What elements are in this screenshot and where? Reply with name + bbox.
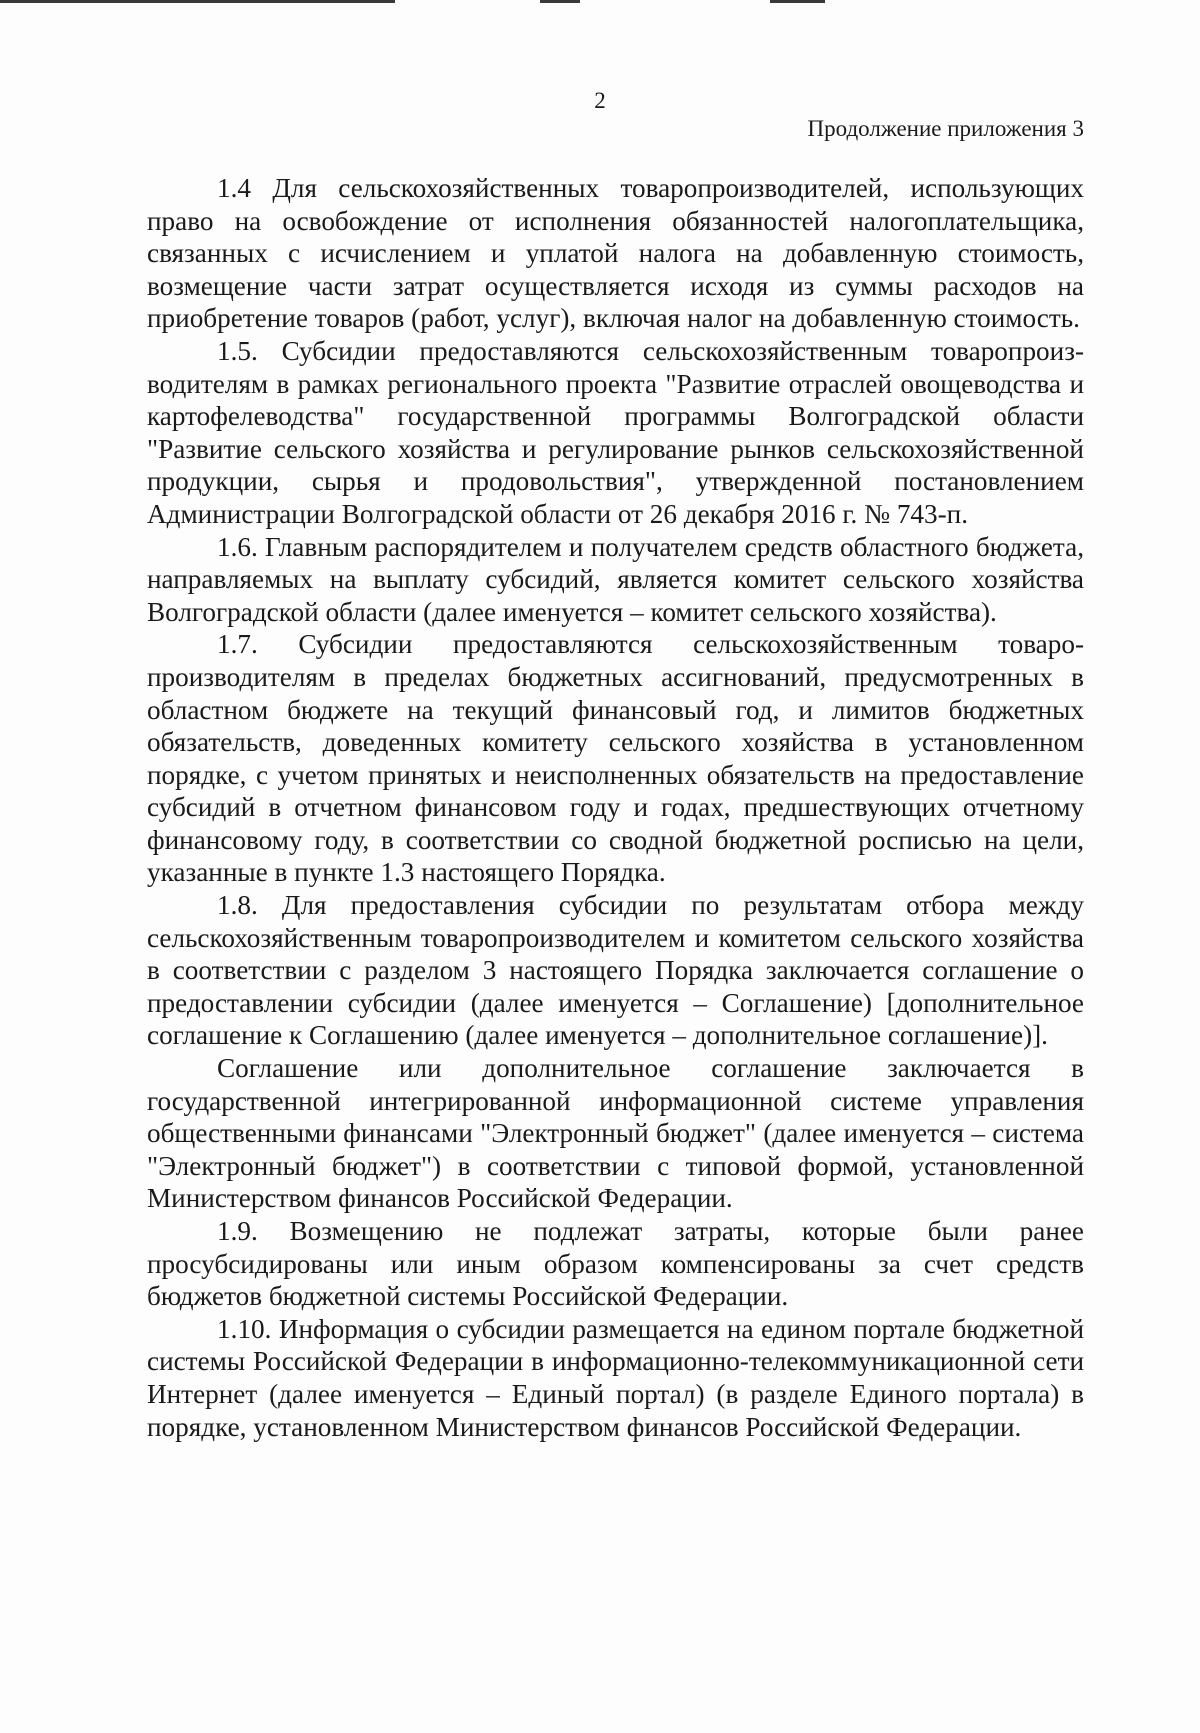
paragraph-1-9: 1.9. Возмещению не подлежат затраты, которые были ранее просубсидированы или иным образом компенсированы за счет средств бюджетов бюджетной системы Российской Федерации. <box>147 1216 1084 1312</box>
paragraph-1-7: 1.7. Субсидии предоставляются сельскохозяйственным товаропроизводителям в пределах бюджетных ассигнований, предусмотренных в областном бюджете на текущий финансовый год, и лимитов бюджетных обязательств, доведенных комитету сельского хозяйства в установленном порядке, с учетом принятых и неисполненных обязательств на предоставление субсидий в отчетном финансовом году и годах, предшествующих отчетному финансовому году, в соответствии со сводной бюджетной росписью на цели, указанные в пункте 1.3 настоящего Порядка. <box>147 629 1084 888</box>
appendix-continuation-label: Продолжение приложения 3 <box>807 116 1084 141</box>
page-number: 2 <box>594 88 606 113</box>
document-body <box>147 172 1084 1443</box>
scan-edge-marks <box>0 0 1200 6</box>
paragraph-1-10: 1.10. Информация о субсидии размещается на едином портале бюджетной системы Российской Федерации в информационно-телекоммуникационной сети Интернет (далее именуется – Единый портал) (в разделе Единого портала) в порядке, установленном Министерством финансов Российской Федерации. <box>147 1313 1084 1442</box>
paragraph-1-6: 1.6. Главным распорядителем и получателем средств областного бюджета, направляемых на выплату субсидий, является комитет сельского хозяйства Волгоградской области (далее именуется – комитет сельского хозяйства). <box>147 531 1084 627</box>
paragraph-1-5: 1.5. Субсидии предоставляются сельскохозяйственным товаропроизводителям в рамках регионального проекта "Развитие отраслей овощеводства и картофелеводства" государственной программы Волгоградской области "Развитие сельского хозяйства и регулирование рынков сельскохозяйственной продукции, сырья и продовольствия", утвержденной постановлением Администрации Волгоградской области от 26 декабря 2016 г. № 743-п. <box>147 335 1084 529</box>
paragraph-1-4: 1.4 Для сельскохозяйственных товаропроизводителей, использующих право на освобождение от исполнения обязанностей налогоплательщика, связанных с исчислением и уплатой налога на добавленную стоимость, возмещение части затрат осуществляется исходя из суммы расходов на приобретение товаров (работ, услуг), включая налог на добавленную стоимость. <box>147 173 1084 334</box>
paragraph-agreement: Соглашение или дополнительное соглашение заключается в государственной интегрированной информационной системе управления общественными финансами "Электронный бюджет" (далее именуется – система "Электронный бюджет") в соответствии с типовой формой, установленной Министерством финансов Российской Федерации. <box>147 1053 1084 1214</box>
paragraph-1-8: 1.8. Для предоставления субсидии по результатам отбора между сельскохозяйственным товаропроизводителем и комитетом сельского хозяйства в соответствии с разделом 3 настоящего Порядка заключается соглашение о предоставлении субсидии (далее именуется – Соглашение) [дополнительное соглашение к Соглашению (далее именуется – дополнительное соглашение)]. <box>147 890 1084 1051</box>
